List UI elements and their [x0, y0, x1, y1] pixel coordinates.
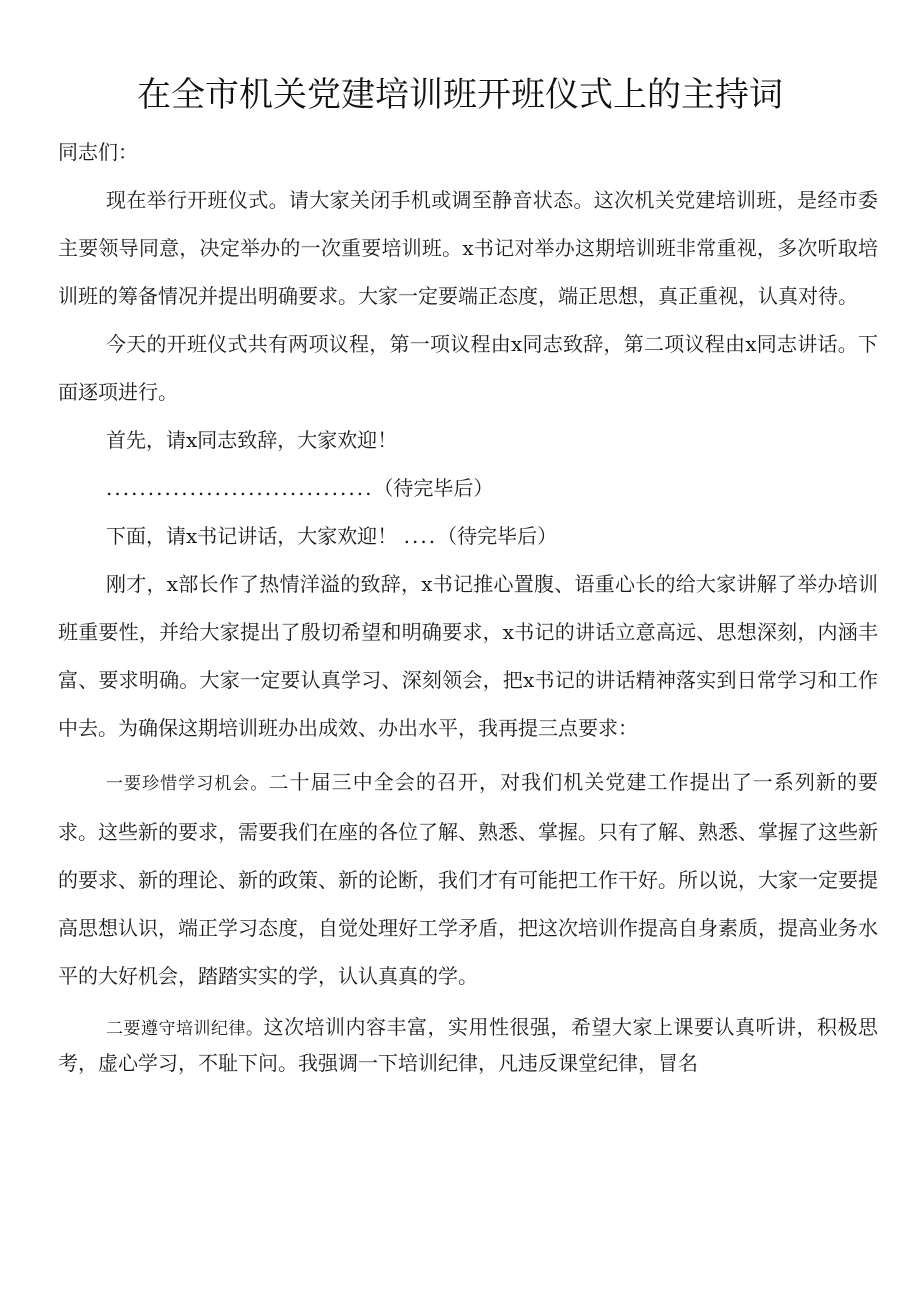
paragraph-second-speaker	[58, 512, 878, 560]
wait-note: （待完毕后）	[437, 524, 558, 548]
requirement-2-heading: 二要遵守培训纪律。	[106, 1019, 264, 1039]
second-speaker-text: 下面，请x书记讲话，大家欢迎！	[106, 524, 398, 548]
paragraph-opening: 现在举行开班仪式。请大家关闭手机或调至静音状态。这次机关党建培训班，是经市委主要领导同意，决定举办的一次重要培训班。x书记对举办这期培训班非常重视，多次听取培训班的筹备情况并提出明确要求。大家一定要端正态度，端正思想，真正重视，认真对待。	[58, 188, 878, 308]
ellipsis-dots: ....	[403, 524, 438, 548]
paragraph-first-speaker: 首先，请x同志致辞，大家欢迎！	[106, 428, 398, 452]
paragraph-requirement-1	[58, 758, 878, 1000]
requirement-1-heading: 一要珍惜学习机会。	[106, 774, 269, 794]
paragraph-agenda: 今天的开班仪式共有两项议程，第一项议程由x同志致辞，第二项议程由x同志讲话。下面逐项进行。	[58, 332, 878, 404]
requirement-2-text: 这次培训内容丰富，实用性很强，希望大家上课要认真听讲，积极思考，虚心学习，不耻下问。我强调一下培训纪律，凡违反课堂纪律，冒名	[58, 1015, 878, 1075]
paragraph-summary: 刚才，x部长作了热情洋溢的致辞，x书记推心置腹、语重心长的给大家讲解了举办培训班重要性，并给大家提出了殷切希望和明确要求，x书记的讲话立意高远、思想深刻，内涵丰富、要求明确。大家一定要认真学习、深刻领会，把x书记的讲话精神落实到日常学习和工作中去。为确保这期培训班办出成效、办出水平，我再提三点要求：	[58, 572, 878, 740]
requirement-1-text: 二十届三中全会的召开，对我们机关党建工作提出了一系列新的要求。这些新的要求，需要我们在座的各位了解、熟悉、掌握。只有了解、熟悉、掌握了这些新的要求、新的理论、新的政策、新的论断，我们才有可能把工作干好。所以说，大家一定要提高思想认识，端正学习态度，自觉处理好工学矛盾，把这次培训作提高自身素质，提高业务水平的大好机会，踏踏实实的学，认认真真的学。	[58, 770, 879, 988]
wait-note: （待完毕后）	[373, 476, 494, 500]
document-title: 在全市机关党建培训班开班仪式上的主持词	[137, 75, 783, 115]
ellipsis-dots: ................................	[106, 476, 374, 500]
document-body	[58, 128, 878, 1080]
paragraph-requirement-2	[58, 1010, 878, 1080]
paragraph-wait-1	[58, 464, 878, 512]
salutation: 同志们：	[58, 140, 138, 164]
